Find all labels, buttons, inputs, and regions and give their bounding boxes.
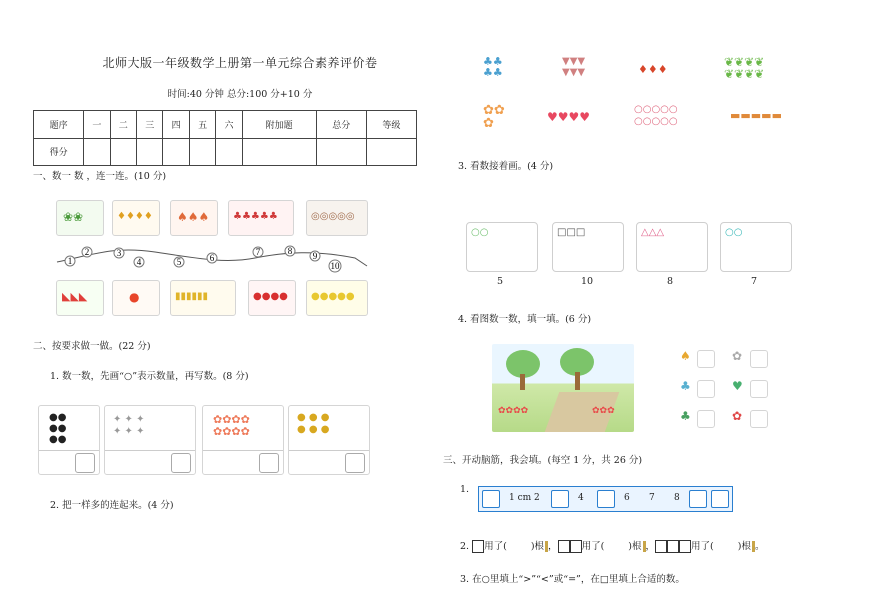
picture-box-cabbage[interactable] <box>56 200 104 236</box>
flower-bed-icon: ✿✿✿ <box>592 406 615 416</box>
donut-icon: ◎◎◎◎◎ <box>311 211 355 222</box>
mushroom-icon: ♠♠♠ <box>177 210 210 224</box>
score-table-score-row <box>34 138 417 166</box>
tree-icon: ♣ <box>680 409 691 423</box>
picture-box-pineapple[interactable] <box>112 200 160 236</box>
stick-icon <box>545 541 548 552</box>
row-label: 得分 <box>34 138 84 166</box>
page-title: 北师大版一年级数学上册第一单元综合素养评价卷 <box>102 56 378 70</box>
picture-box-rooster[interactable] <box>228 200 294 236</box>
heart-icon[interactable]: ♥♥♥♥ <box>547 110 591 124</box>
answer-cell[interactable] <box>697 350 715 368</box>
number-label: 5 <box>176 257 182 267</box>
bee-icon: ● ● ● ● ● ● <box>297 412 330 435</box>
header-cell: 二 <box>110 111 136 139</box>
ring-icon[interactable]: ○○○○○ ○○○○○ <box>634 104 678 127</box>
count-box-bee[interactable] <box>288 405 370 475</box>
score-table-header-row <box>34 111 417 139</box>
target-number: 8 <box>667 276 674 287</box>
header-cell: 一 <box>84 111 110 139</box>
score-cell[interactable] <box>189 138 215 166</box>
target-number: 5 <box>497 276 504 287</box>
stick-count-text: )根 <box>737 541 751 552</box>
header-cell: 题序 <box>34 111 84 139</box>
circle-shape-icon: ○○ <box>471 227 489 238</box>
answer-grid[interactable] <box>345 453 365 473</box>
answer-cell[interactable] <box>697 380 715 398</box>
butterfly-icon: ♥ <box>732 379 743 393</box>
rooster-icon: ♣♣♣♣♣ <box>233 211 278 222</box>
number-label: 8 <box>287 246 293 256</box>
flower-icon: ✿ <box>732 409 743 423</box>
stick-count-text: )根 <box>628 541 642 552</box>
score-cell[interactable] <box>163 138 189 166</box>
header-cell: 六 <box>216 111 242 139</box>
section1-heading: 一、数一 数 ，连一连。(10 分) <box>33 171 167 182</box>
leaf-icon[interactable]: ❦❦❦❦ ❦❦❦❦ <box>724 55 765 81</box>
answer-grid[interactable] <box>171 453 191 473</box>
flower-bed-icon: ✿✿✿✿ <box>498 406 529 416</box>
draw-box[interactable] <box>552 222 624 272</box>
score-cell[interactable] <box>242 138 316 166</box>
ruler-blank[interactable] <box>482 490 500 508</box>
flower-icon[interactable]: ✿✿ ✿ <box>483 103 505 131</box>
picture-box-watermelon[interactable] <box>56 280 104 316</box>
ruler-blank[interactable] <box>551 490 569 508</box>
header-cell: 总分 <box>316 111 366 139</box>
target-number: 10 <box>581 276 594 287</box>
stick-icon <box>643 541 646 552</box>
stick-count-text: )根 <box>530 541 545 552</box>
stick-icon <box>752 541 755 552</box>
ruler-label: 7 <box>649 493 655 503</box>
unit-square-icon <box>667 540 679 553</box>
draw-box[interactable] <box>720 222 792 272</box>
cup-icon[interactable]: ▼▼▼ ▼▼▼ <box>562 56 586 78</box>
picture-box-mushroom[interactable] <box>170 200 218 236</box>
ruler <box>478 486 733 512</box>
used-text: 用了( <box>581 541 605 552</box>
number-label: 9 <box>312 251 318 261</box>
score-cell[interactable] <box>84 138 110 166</box>
score-table <box>33 110 417 166</box>
section3-q1-label: 1. <box>460 484 470 495</box>
ruler-blank[interactable] <box>711 490 729 508</box>
section2-q2: 2. 把一样多的连起来。(4 分) <box>50 500 174 511</box>
target-number: 7 <box>751 276 758 287</box>
unit-square-icon <box>570 540 582 553</box>
triangle-shape-icon: △△△ <box>641 227 665 238</box>
strawberry-icon[interactable]: ♦♦♦ <box>638 63 668 76</box>
cabbage-icon: ❀❀ <box>63 210 84 224</box>
corn-icon: ▮▮▮▮▮▮ <box>175 291 209 302</box>
count-box-bird[interactable] <box>104 405 196 475</box>
panda-icon: ●● ●● ●● <box>49 412 67 445</box>
answer-grid[interactable] <box>75 453 95 473</box>
square-shape-icon: □□□ <box>557 227 586 238</box>
number-label: 6 <box>209 253 215 263</box>
exam-info: 时间:40 分钟 总分:100 分+10 分 <box>167 89 313 100</box>
tomato-icon: ● <box>129 290 140 304</box>
bird-icon: ♠ <box>680 349 691 363</box>
count-box-flower[interactable] <box>202 405 284 475</box>
flower-icon: ✿✿✿✿ ✿✿✿✿ <box>213 413 250 438</box>
header-cell: 等级 <box>366 111 416 139</box>
number-label: 7 <box>255 247 261 257</box>
bread-icon[interactable]: ▬▬▬▬▬ <box>730 109 782 122</box>
section3-q2-label: 2. <box>460 541 470 552</box>
section2-q3: 3. 看数接着画。(4 分) <box>458 161 554 172</box>
watermelon-icon: ◣◣◣ <box>62 290 88 303</box>
picture-box-chick[interactable] <box>306 280 368 316</box>
section3-q2-row: 2. 用了( )根 ， 用了( )根 ， 用了( )根 。 <box>460 541 765 552</box>
ruler-blank[interactable] <box>597 490 615 508</box>
count-box-panda[interactable] <box>38 405 100 475</box>
score-cell[interactable] <box>316 138 366 166</box>
picture-box-donut[interactable] <box>306 200 368 236</box>
bird-icon: ♣ <box>680 379 691 393</box>
score-cell[interactable] <box>366 138 416 166</box>
score-cell[interactable] <box>137 138 163 166</box>
header-cell: 五 <box>189 111 215 139</box>
picture-box-apple[interactable] <box>248 280 296 316</box>
section2-q1: 1. 数一数，先画“○”表示数量，再写数。(8 分) <box>50 371 249 382</box>
used-text: 用了( <box>484 541 507 552</box>
number-line <box>55 240 375 274</box>
answer-cell[interactable] <box>750 380 768 398</box>
header-cell: 四 <box>163 111 189 139</box>
unit-square-icon <box>679 540 691 553</box>
picture-box-tomato[interactable] <box>112 280 160 316</box>
circle-shape-icon: ○○ <box>725 227 743 238</box>
score-cell[interactable] <box>216 138 242 166</box>
sprout-icon[interactable]: ♣♣ ♣♣ <box>483 55 503 79</box>
section3-q3: 3. 在○里填上“>”“<”或“=”，在□里填上合适的数。 <box>460 574 685 585</box>
picture-box-corn[interactable] <box>170 280 236 316</box>
score-cell[interactable] <box>110 138 136 166</box>
header-cell: 三 <box>137 111 163 139</box>
ruler-label: 6 <box>624 493 630 503</box>
answer-cell[interactable] <box>750 350 768 368</box>
ruler-label: 8 <box>674 493 680 503</box>
section2-q4: 4. 看图数一数，填一填。(6 分) <box>458 314 592 325</box>
answer-grid[interactable] <box>259 453 279 473</box>
section3-heading: 三、开动脑筋，我会填。(每空 1 分，共 26 分) <box>443 455 643 466</box>
header-cell: 附加题 <box>242 111 316 139</box>
answer-cell[interactable] <box>750 410 768 428</box>
number-label: 2 <box>84 247 90 257</box>
used-text: 用了( <box>691 541 714 552</box>
draw-box[interactable] <box>636 222 708 272</box>
cloud-flower-icon: ✿ <box>732 349 743 363</box>
park-scene-image <box>492 344 634 432</box>
chick-icon: ●●●●● <box>311 291 355 302</box>
draw-box[interactable] <box>466 222 538 272</box>
ruler-blank[interactable] <box>689 490 707 508</box>
number-label: 10 <box>330 261 340 271</box>
number-label: 1 <box>67 256 73 266</box>
number-label: 3 <box>116 248 122 258</box>
pineapple-icon: ♦♦♦♦ <box>117 211 153 222</box>
unit-square-icon <box>655 540 667 553</box>
section2-heading: 二、按要求做一做。(22 分) <box>33 341 151 352</box>
unit-square-icon <box>558 540 570 553</box>
unit-square-icon <box>472 540 484 553</box>
answer-cell[interactable] <box>697 410 715 428</box>
apple-icon: ●●●● <box>253 291 288 302</box>
bird-icon: ✦ ✦ ✦ ✦ ✦ ✦ <box>113 414 145 437</box>
ruler-label: 4 <box>578 493 584 503</box>
number-label: 4 <box>136 257 142 267</box>
ruler-label: 1 cm 2 <box>509 493 540 503</box>
